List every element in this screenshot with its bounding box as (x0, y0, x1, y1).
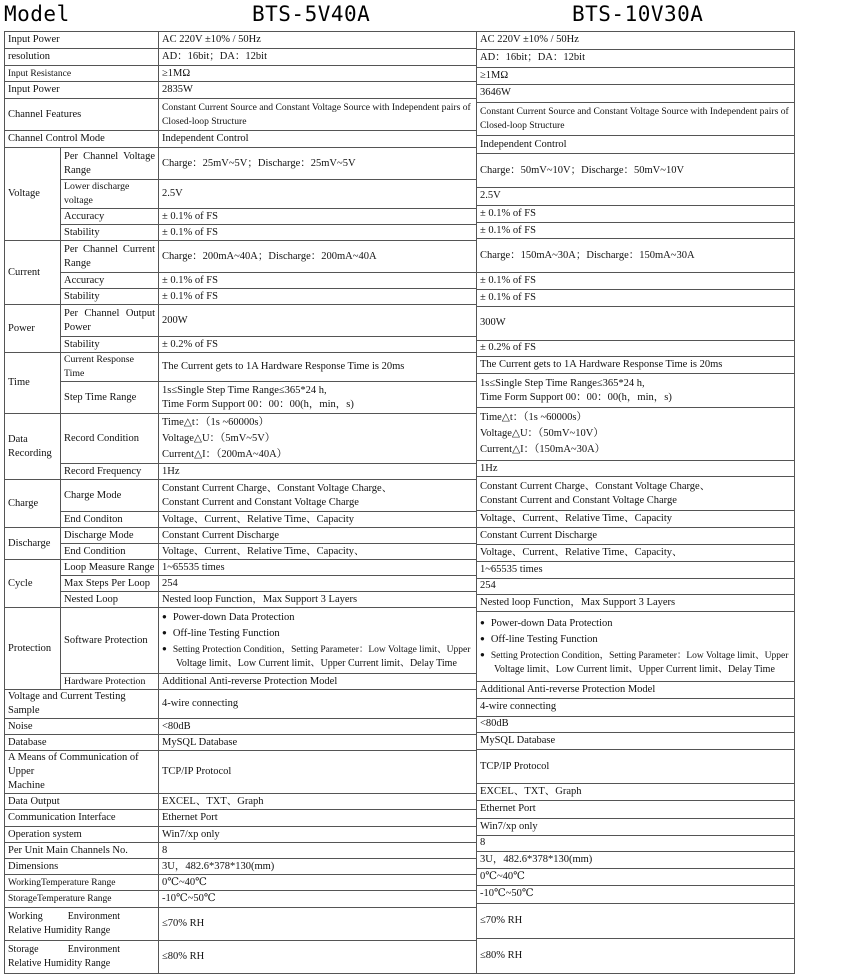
value-b-nested-loop: Nested loop Function，Max Support 3 Layers (477, 595, 795, 612)
value-a-work-humidity: ≤70% RH (159, 908, 477, 941)
value-b-dimensions: 3U，482.6*378*130(mm) (477, 852, 795, 869)
label-record-condition: Record Condition (61, 414, 159, 464)
model-b-heading: BTS-10V30A (572, 2, 704, 26)
group-cycle: Cycle (5, 560, 61, 608)
group-data-recording: Data Recording (5, 414, 61, 480)
value-a-voltage-range: Charge：25mV~5V；Discharge：25mV~5V (159, 148, 477, 180)
label-channel-control: Channel Control Mode (5, 131, 159, 148)
model-heading: Model (4, 2, 70, 26)
value-a-nested-loop: Nested loop Function，Max Support 3 Layers (159, 592, 477, 608)
value-b-max-steps: 254 (477, 578, 795, 595)
value-b-software-protection: ● Power-down Data Protection ● Off-line Testing Function ● Setting Protection Condition，Setting Parameter：Low Voltage limit、Upper Voltage limit、Low Current limit、Upper Current limit、Delay Time (477, 612, 795, 682)
value-b-power-stability: ± 0.2% of FS (477, 340, 795, 357)
group-voltage: Voltage (5, 148, 61, 241)
value-a-charge-mode: Constant Current Charge、Constant Voltage Charge、 Constant Current and Constant Voltage Charge (159, 480, 477, 512)
value-a-power-output: 200W (159, 305, 477, 337)
value-a-charge-end: Voltage、Current、Relative Time、Capacity (159, 512, 477, 528)
value-a-record-frequency: 1Hz (159, 464, 477, 480)
value-b-noise: <80dB (477, 716, 795, 733)
value-a-vc-sample: 4-wire connecting (159, 690, 477, 719)
value-a-discharge-mode: Constant Current Discharge (159, 528, 477, 544)
label-software-protection: Software Protection (61, 608, 159, 674)
value-b-current-accuracy: ± 0.1% of FS (477, 273, 795, 290)
label-current-response: Current Response Time (61, 353, 159, 382)
value-b-vc-sample: 4-wire connecting (477, 698, 795, 716)
value-a-hardware-protection: Additional Anti-reverse Protection Model (159, 674, 477, 690)
table-header (0, 0, 850, 32)
value-a-current-range: Charge：200mA~40A；Discharge：200mA~40A (159, 241, 477, 273)
value-b-record-frequency: 1Hz (477, 460, 795, 477)
label-work-humidity: Working Environment Relative Humidity Range (5, 908, 159, 941)
value-a-data-output: EXCEL、TXT、Graph (159, 794, 477, 810)
value-a-comm-means: TCP/IP Protocol (159, 751, 477, 794)
label-channel-features: Channel Features (5, 99, 159, 131)
value-b-voltage-accuracy: ± 0.1% of FS (477, 205, 795, 222)
label-database: Database (5, 735, 159, 751)
label-voltage-accuracy: Accuracy (61, 209, 159, 225)
value-b-current-stability: ± 0.1% of FS (477, 290, 795, 307)
label-input-resistance: Input Resistance (5, 66, 159, 82)
value-b-data-output: EXCEL、TXT、Graph (477, 783, 795, 800)
group-power: Power (5, 305, 61, 353)
label-record-frequency: Record Frequency (61, 464, 159, 480)
label-work-temp: WorkingTemperature Range (5, 875, 159, 891)
value-b-input-resistance: ≥1MΩ (477, 67, 795, 84)
value-a-record-condition: Time△t：（1s ~60000s） Voltage△U：（5mV~5V） Current△I：（200mA~40A） (159, 414, 477, 464)
value-b-work-humidity: ≤70% RH (477, 903, 795, 938)
value-b-power-output: 300W (477, 306, 795, 340)
label-power-output: Per Channel Output Power (61, 305, 159, 337)
value-b-input-power-w: 3646W (477, 84, 795, 102)
label-storage-temp: StorageTemperature Range (5, 891, 159, 908)
value-b-discharge-end: Voltage、Current、Relative Time、Capacity、 (477, 544, 795, 561)
value-a-storage-humidity: ≤80% RH (159, 941, 477, 974)
value-b-work-temp: 0℃~40℃ (477, 869, 795, 886)
value-b-storage-temp: -10℃~50℃ (477, 886, 795, 904)
label-current-accuracy: Accuracy (61, 273, 159, 289)
value-b-comm-iface: Ethernet Port (477, 800, 795, 818)
value-b-record-condition: Time△t：（1s ~60000s） Voltage△U：（50mV~10V） Current△I：（150mA~30A） (477, 407, 795, 460)
group-current: Current (5, 241, 61, 305)
value-a-os: Win7/xp only (159, 827, 477, 843)
value-a-step-time: 1s≤Single Step Time Range≤365*24 h, Time Form Support 00：00：00(h，min，s) (159, 382, 477, 414)
value-b-storage-humidity: ≤80% RH (477, 938, 795, 973)
value-b-resolution: AD：16bit；DA：12bit (477, 49, 795, 67)
value-b-os: Win7/xp only (477, 818, 795, 835)
value-a-channel-features: Constant Current Source and Constant Voltage Source with Independent pairs of Closed-loop Structure (159, 99, 477, 131)
value-a-storage-temp: -10℃~50℃ (159, 891, 477, 908)
value-b-input-power: AC 220V ±10% / 50Hz (477, 32, 795, 50)
value-a-current-accuracy: ± 0.1% of FS (159, 273, 477, 289)
value-a-comm-iface: Ethernet Port (159, 810, 477, 827)
value-a-power-stability: ± 0.2% of FS (159, 337, 477, 353)
value-b-comm-means: TCP/IP Protocol (477, 750, 795, 784)
group-charge: Charge (5, 480, 61, 528)
value-b-hardware-protection: Additional Anti-reverse Protection Model (477, 681, 795, 698)
value-a-channels: 8 (159, 843, 477, 859)
label-charge-mode: Charge Mode (61, 480, 159, 512)
label-discharge-mode: Discharge Mode (61, 528, 159, 544)
value-b-current-response: The Current gets to 1A Hardware Response Time is 20ms (477, 357, 795, 374)
value-a-voltage-stability: ± 0.1% of FS (159, 225, 477, 241)
spec-table-b (476, 31, 795, 974)
value-b-discharge-mode: Constant Current Discharge (477, 528, 795, 545)
value-a-dimensions: 3U，482.6*378*130(mm) (159, 859, 477, 875)
value-a-discharge-end: Voltage、Current、Relative Time、Capacity、 (159, 544, 477, 560)
label-max-steps: Max Steps Per Loop (61, 576, 159, 592)
label-lower-discharge: Lower discharge voltage (61, 180, 159, 209)
value-b-charge-mode: Constant Current Charge、Constant Voltage Charge、 Constant Current and Constant Voltage Charge (477, 477, 795, 511)
value-b-channel-features: Constant Current Source and Constant Voltage Source with Independent pairs of Closed-loop Structure (477, 102, 795, 136)
value-b-voltage-range: Charge：50mV~10V；Discharge：50mV~10V (477, 154, 795, 188)
value-a-work-temp: 0℃~40℃ (159, 875, 477, 891)
spec-table-a (4, 31, 477, 974)
value-b-loop-range: 1~65535 times (477, 561, 795, 578)
value-a-noise: <80dB (159, 719, 477, 735)
label-storage-humidity: Storage Environment Relative Humidity Range (5, 941, 159, 974)
value-a-software-protection: ● Power-down Data Protection ● Off-line Testing Function ● Setting Protection Condition，Setting Parameter：Low Voltage limit、Upper Voltage limit、Low Current limit、Upper Current limit、Delay Time (159, 608, 477, 674)
value-a-current-response: The Current gets to 1A Hardware Response Time is 20ms (159, 353, 477, 382)
label-hardware-protection: Hardware Protection (61, 674, 159, 690)
value-b-lower-discharge: 2.5V (477, 187, 795, 205)
value-a-input-power-w: 2835W (159, 82, 477, 99)
value-a-resolution: AD：16bit；DA：12bit (159, 49, 477, 66)
value-a-current-stability: ± 0.1% of FS (159, 289, 477, 305)
value-b-channels: 8 (477, 835, 795, 852)
group-time: Time (5, 353, 61, 414)
value-b-voltage-stability: ± 0.1% of FS (477, 222, 795, 239)
label-resolution: resolution (5, 49, 159, 66)
label-vc-sample: Voltage and Current Testing Sample (5, 690, 159, 719)
spec-tables (4, 31, 795, 974)
label-step-time: Step Time Range (61, 382, 159, 414)
label-channels: Per Unit Main Channels No. (5, 843, 159, 859)
label-noise: Noise (5, 719, 159, 735)
value-b-database: MySQL Database (477, 733, 795, 750)
value-a-input-resistance: ≥1MΩ (159, 66, 477, 82)
label-power-stability: Stability (61, 337, 159, 353)
label-dimensions: Dimensions (5, 859, 159, 875)
model-a-heading: BTS-5V40A (252, 2, 371, 26)
label-voltage-range: Per Channel Voltage Range (61, 148, 159, 180)
value-a-channel-control: Independent Control (159, 131, 477, 148)
label-comm-means: A Means of Communication of Upper Machine (5, 751, 159, 794)
value-b-channel-control: Independent Control (477, 136, 795, 154)
label-os: Operation system (5, 827, 159, 843)
value-a-voltage-accuracy: ± 0.1% of FS (159, 209, 477, 225)
value-b-step-time: 1s≤Single Step Time Range≤365*24 h, Time Form Support 00：00：00(h，min，s) (477, 374, 795, 408)
label-input-power-w: Input Power (5, 82, 159, 99)
value-a-max-steps: 254 (159, 576, 477, 592)
label-nested-loop: Nested Loop (61, 592, 159, 608)
group-protection: Protection (5, 608, 61, 690)
label-voltage-stability: Stability (61, 225, 159, 241)
label-data-output: Data Output (5, 794, 159, 810)
label-discharge-end: End Condition (61, 544, 159, 560)
label-input-power: Input Power (5, 32, 159, 49)
value-b-charge-end: Voltage、Current、Relative Time、Capacity (477, 511, 795, 528)
label-current-range: Per Channel Current Range (61, 241, 159, 273)
value-a-database: MySQL Database (159, 735, 477, 751)
value-a-loop-range: 1~65535 times (159, 560, 477, 576)
label-charge-end: End Conditon (61, 512, 159, 528)
value-b-current-range: Charge：150mA~30A；Discharge：150mA~30A (477, 239, 795, 273)
label-loop-range: Loop Measure Range (61, 560, 159, 576)
value-a-lower-discharge: 2.5V (159, 180, 477, 209)
label-comm-iface: Communication Interface (5, 810, 159, 827)
value-a-input-power: AC 220V ±10% / 50Hz (159, 32, 477, 49)
label-current-stability: Stability (61, 289, 159, 305)
group-discharge: Discharge (5, 528, 61, 560)
